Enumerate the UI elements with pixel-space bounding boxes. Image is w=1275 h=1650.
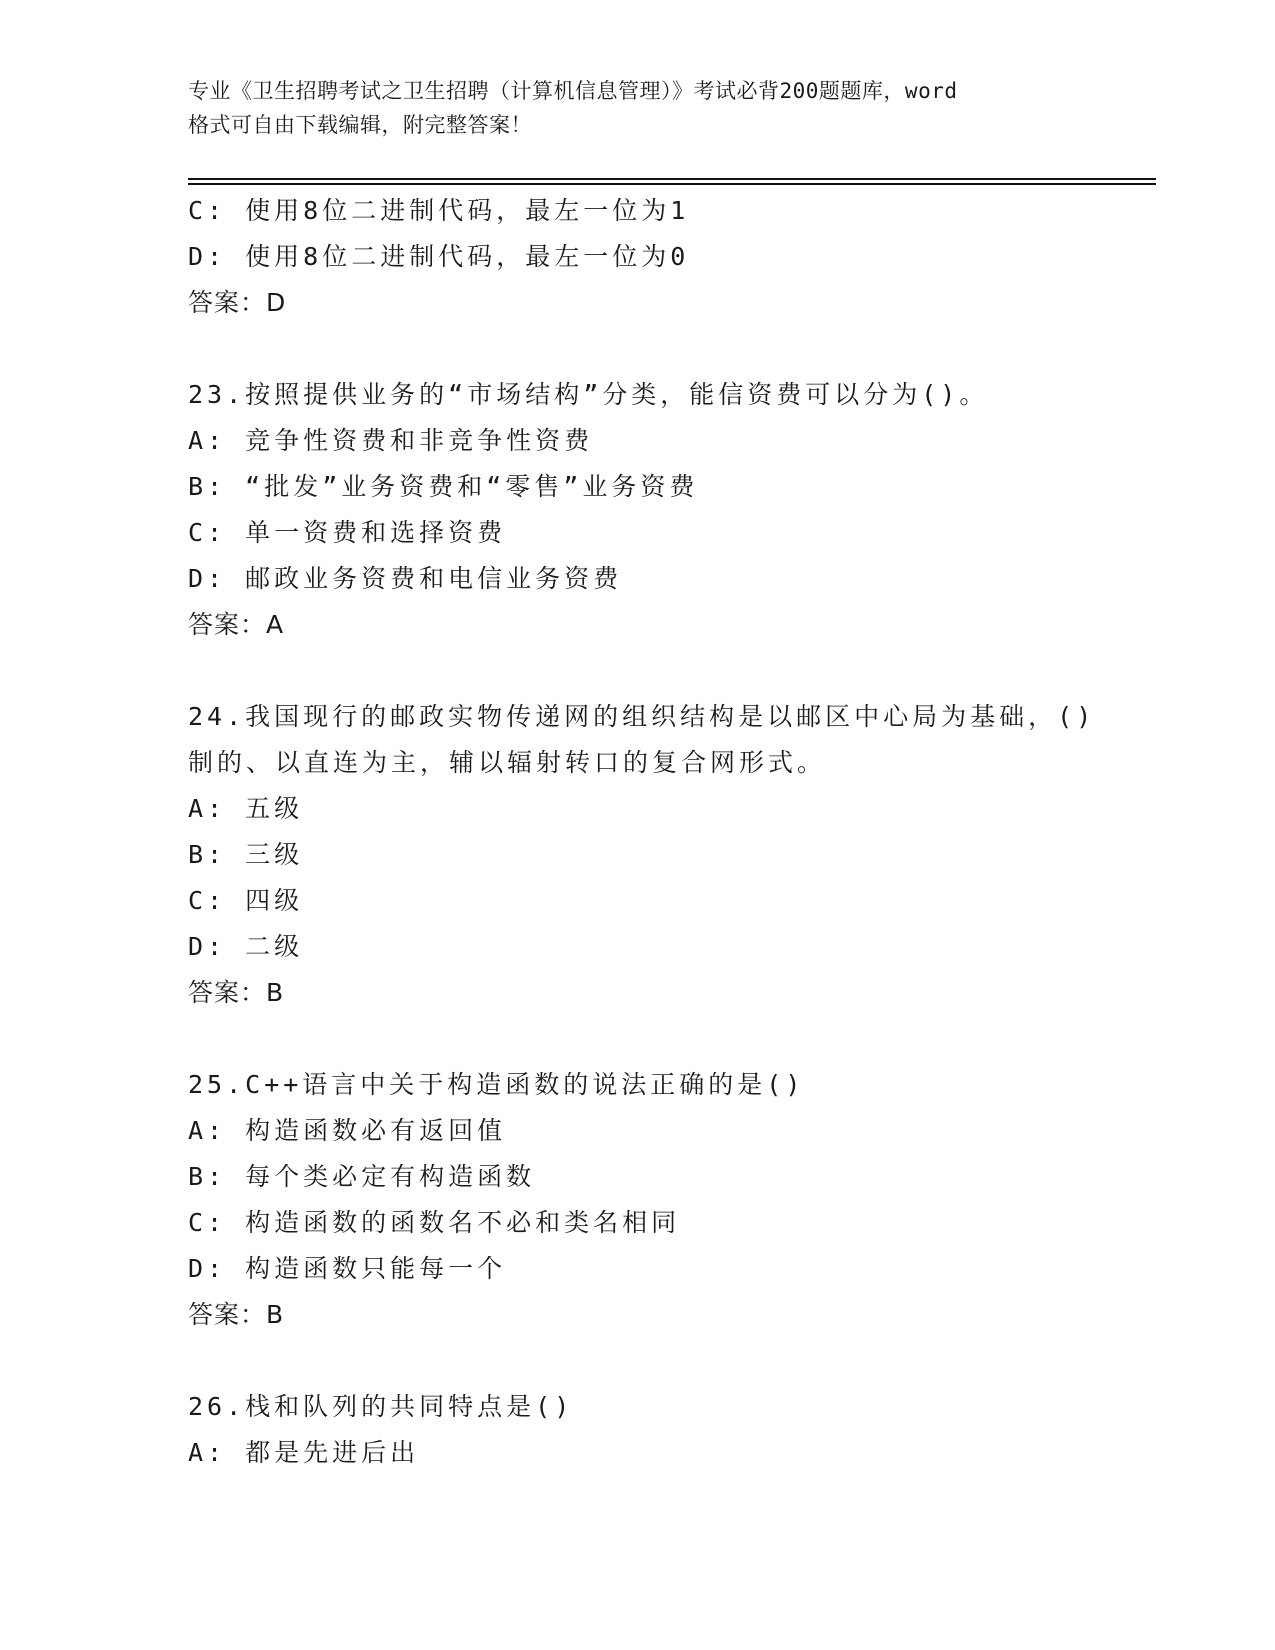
option-c: C: 四级: [188, 886, 304, 915]
question-25: [188, 1062, 1088, 1338]
question-24: [188, 694, 1096, 1016]
answer: 答案：A: [188, 610, 285, 639]
header-divider-bottom: [188, 183, 1156, 185]
document-header: [188, 74, 1088, 142]
question-text: 24.我国现行的邮政实物传递网的组织结构是以邮区中心局为基础，(): [188, 702, 1096, 731]
header-line-1: 专业《卫生招聘考试之卫生招聘（计算机信息管理）》考试必背200题题库，word: [188, 79, 958, 103]
question-text: 23.按照提供业务的“市场结构”分类，能信资费可以分为()。: [188, 380, 989, 409]
option-b: B: 三级: [188, 840, 304, 869]
option-a: A: 构造函数必有返回值: [188, 1116, 507, 1145]
question-23: [188, 372, 1088, 648]
option-b: B: 每个类必定有构造函数: [188, 1162, 536, 1191]
answer: 答案：B: [188, 978, 285, 1007]
option-d: D: 邮政业务资费和电信业务资费: [188, 564, 623, 593]
option-d: D: 使用8位二进制代码，最左一位为0: [188, 242, 690, 271]
option-d: D: 二级: [188, 932, 304, 961]
answer: 答案：D: [188, 288, 287, 317]
header-divider-top: [188, 178, 1156, 180]
option-a: A: 五级: [188, 794, 304, 823]
option-a: A: 都是先进后出: [188, 1438, 420, 1467]
option-c: C: 单一资费和选择资费: [188, 518, 507, 547]
question-text-continued: 制的、以直连为主，辅以辐射转口的复合网形式。: [188, 748, 827, 777]
option-a: A: 竞争性资费和非竞争性资费: [188, 426, 594, 455]
option-d: D: 构造函数只能每一个: [188, 1254, 507, 1283]
option-b: B: “批发”业务资费和“零售”业务资费: [188, 472, 699, 501]
question-fragment: [188, 188, 1088, 326]
question-text: 25.C++语言中关于构造函数的说法正确的是(): [188, 1070, 805, 1099]
question-list: [188, 188, 1096, 1476]
answer: 答案：B: [188, 1300, 285, 1329]
option-c: C: 构造函数的函数名不必和类名相同: [188, 1208, 681, 1237]
option-c: C: 使用8位二进制代码，最左一位为1: [188, 196, 690, 225]
question-text: 26.栈和队列的共同特点是(): [188, 1392, 574, 1421]
question-26: [188, 1384, 1088, 1476]
header-line-2: 格式可自由下载编辑，附完整答案！: [188, 113, 532, 137]
